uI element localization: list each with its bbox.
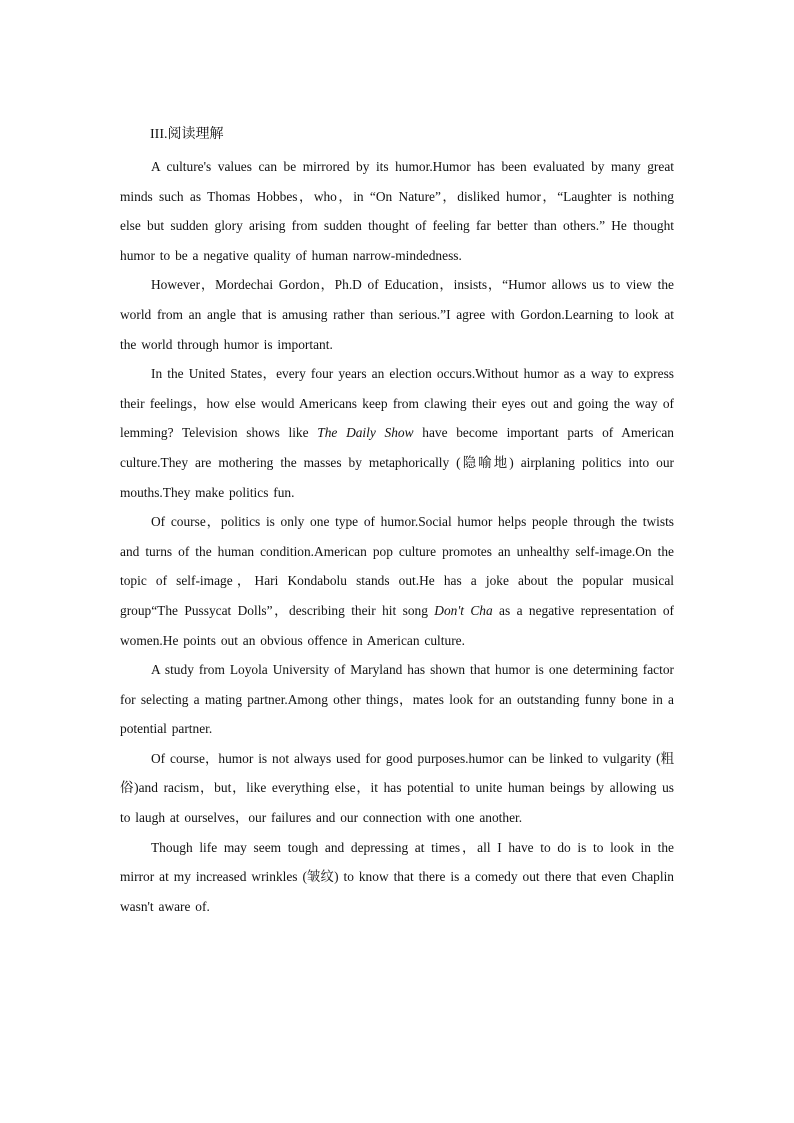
paragraph-text: However，Mordechai Gordon，Ph.D of Education，insists，“Humor allows us to view the world from an angle that is amusing rather than serious.”I agree with Gordon.Learning to look at the world through humor is important.: [120, 277, 674, 352]
passage-body: [120, 152, 674, 921]
italic-title: The Daily Show: [317, 425, 414, 441]
paragraph-text: Though life may seem tough and depressing at times，all I have to do is to look in the mirror at my increased wrinkles (皱纹) to know that there is a comedy out there that even Chaplin wasn't aware of.: [120, 839, 674, 914]
paragraph-text: A study from Loyola University of Maryland has shown that humor is one determining factor for selecting a mating partner.Among other things，mates look for an outstanding funny bone in a potential partner.: [120, 662, 674, 737]
paragraph-2: [120, 270, 674, 359]
paragraph-text: In the United States，every four years an election occurs.Without humor as a way to express their feelings，how else would Americans keep from clawing their eyes out and going the way of lemming? Television shows like: [120, 366, 674, 441]
italic-title: Don't Cha: [434, 602, 493, 618]
paragraph-5: [120, 655, 674, 744]
paragraph-3: [120, 359, 674, 507]
paragraph-6: [120, 744, 674, 833]
paragraph-1: [120, 152, 674, 270]
section-heading: III.阅读理解: [150, 127, 224, 142]
paragraph-4: [120, 507, 674, 655]
paragraph-text: as a negative representation of women.He points out an obvious offence in American culture.: [120, 602, 674, 648]
reading-section: [120, 122, 674, 921]
paragraph-text: Of course，humor is not always used for good purposes.humor can be linked to vulgarity (粗俗)and racism，but，like everything else，it has potential to unite human beings by allowing us to laugh at ourselves，our failures and our connection with one another.: [120, 750, 674, 826]
paragraph-text: A culture's values can be mirrored by its humor.Humor has been evaluated by many great minds such as Thomas Hobbes，who，in “On Nature”，disliked humor，“Laughter is nothing else but sudden glory arising from sudden thought of feeling far better than others.” He thought humor to be a negative quality of human narrow-mindedness.: [120, 159, 674, 263]
paragraph-text: Of course，politics is only one type of humor.Social humor helps people through the twists and turns of the human condition.American pop culture promotes an unhealthy self-image.On the topic of self-image，Hari Kondabolu stands out.He has a joke about the popular musical group“The Pussycat Dolls”，describing their hit song: [120, 514, 674, 618]
paragraph-text: have become important parts of American culture.They are mothering the masses by metaphorically (隐喻地) airplaning politics into our mouths.They make politics fun.: [120, 425, 674, 500]
paragraph-7: [120, 833, 674, 922]
